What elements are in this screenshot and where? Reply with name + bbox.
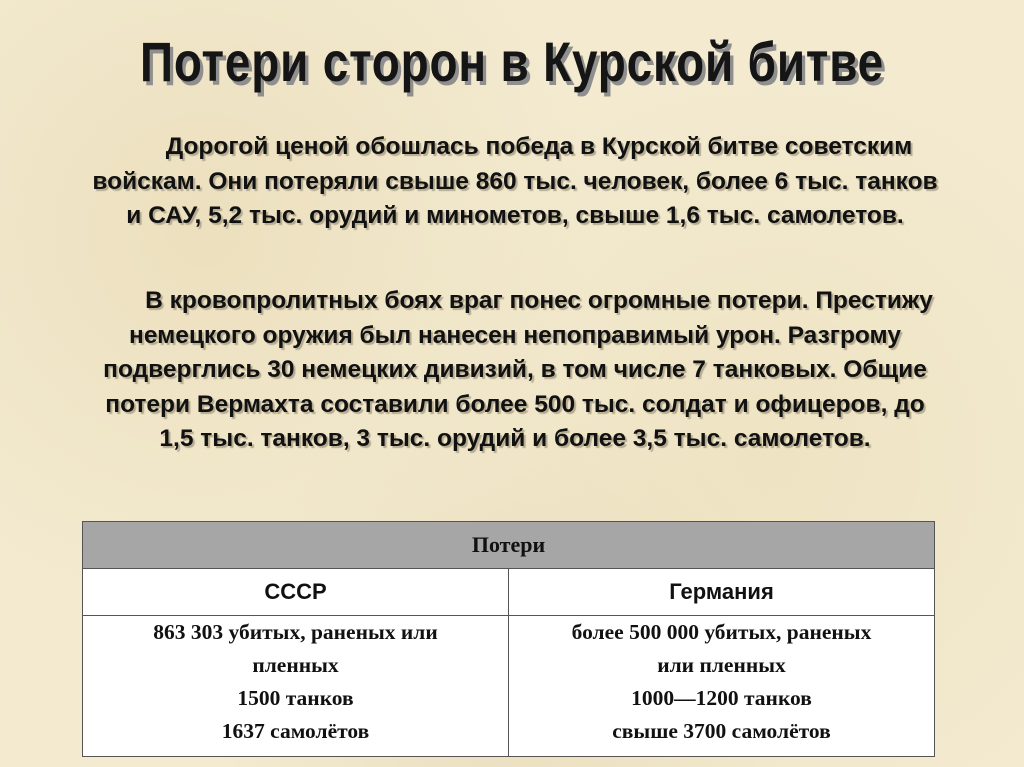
- slide-title: Потери сторон в Курской битве: [139, 30, 885, 93]
- ussr-line: 1637 самолётов: [221, 719, 370, 743]
- paragraph-text: Дорогой ценой обошлась победа в Курской битве советским войскам. Они потеряли свыше 860 тыс. человек, более 6 тыс. танков и САУ, 5,2 тыс. орудий и минометов, свыше 1,6 тыс. самолетов.: [92, 133, 938, 229]
- paragraph-text: В кровопролитных боях враг понес огромные потери. Престижу немецкого оружия был нанесен непоправимый урон. Разгрому подверглись 30 немецких дивизий, в том числе 7 танковых. Общие потери Вермахта составили более 500 тыс. солдат и офицеров, до 1,5 тыс. танков, 3 тыс. орудий и более 3,5 тыс. самолетов.: [103, 287, 933, 452]
- germany-line: или пленных: [657, 653, 786, 677]
- table-row: [83, 616, 935, 757]
- losses-table: [82, 521, 935, 757]
- ussr-losses-cell: [83, 616, 509, 757]
- paragraph-german-losses: [90, 284, 940, 457]
- table-header-row: [83, 522, 935, 569]
- ussr-line: 863 303 убитых, раненых или: [153, 620, 438, 644]
- germany-losses-cell: [509, 616, 935, 757]
- germany-line: 1000—1200 танков: [631, 686, 812, 710]
- germany-line: более 500 000 убитых, раненых: [571, 620, 872, 644]
- column-germany: Германия: [509, 569, 935, 616]
- table-columns-row: [83, 569, 935, 616]
- column-ussr: СССР: [83, 569, 509, 616]
- ussr-line: 1500 танков: [237, 686, 354, 710]
- paragraph-soviet-losses: [90, 130, 940, 234]
- ussr-line: пленных: [252, 653, 339, 677]
- germany-line: свыше 3700 самолётов: [612, 719, 831, 743]
- table-header: Потери: [83, 522, 935, 569]
